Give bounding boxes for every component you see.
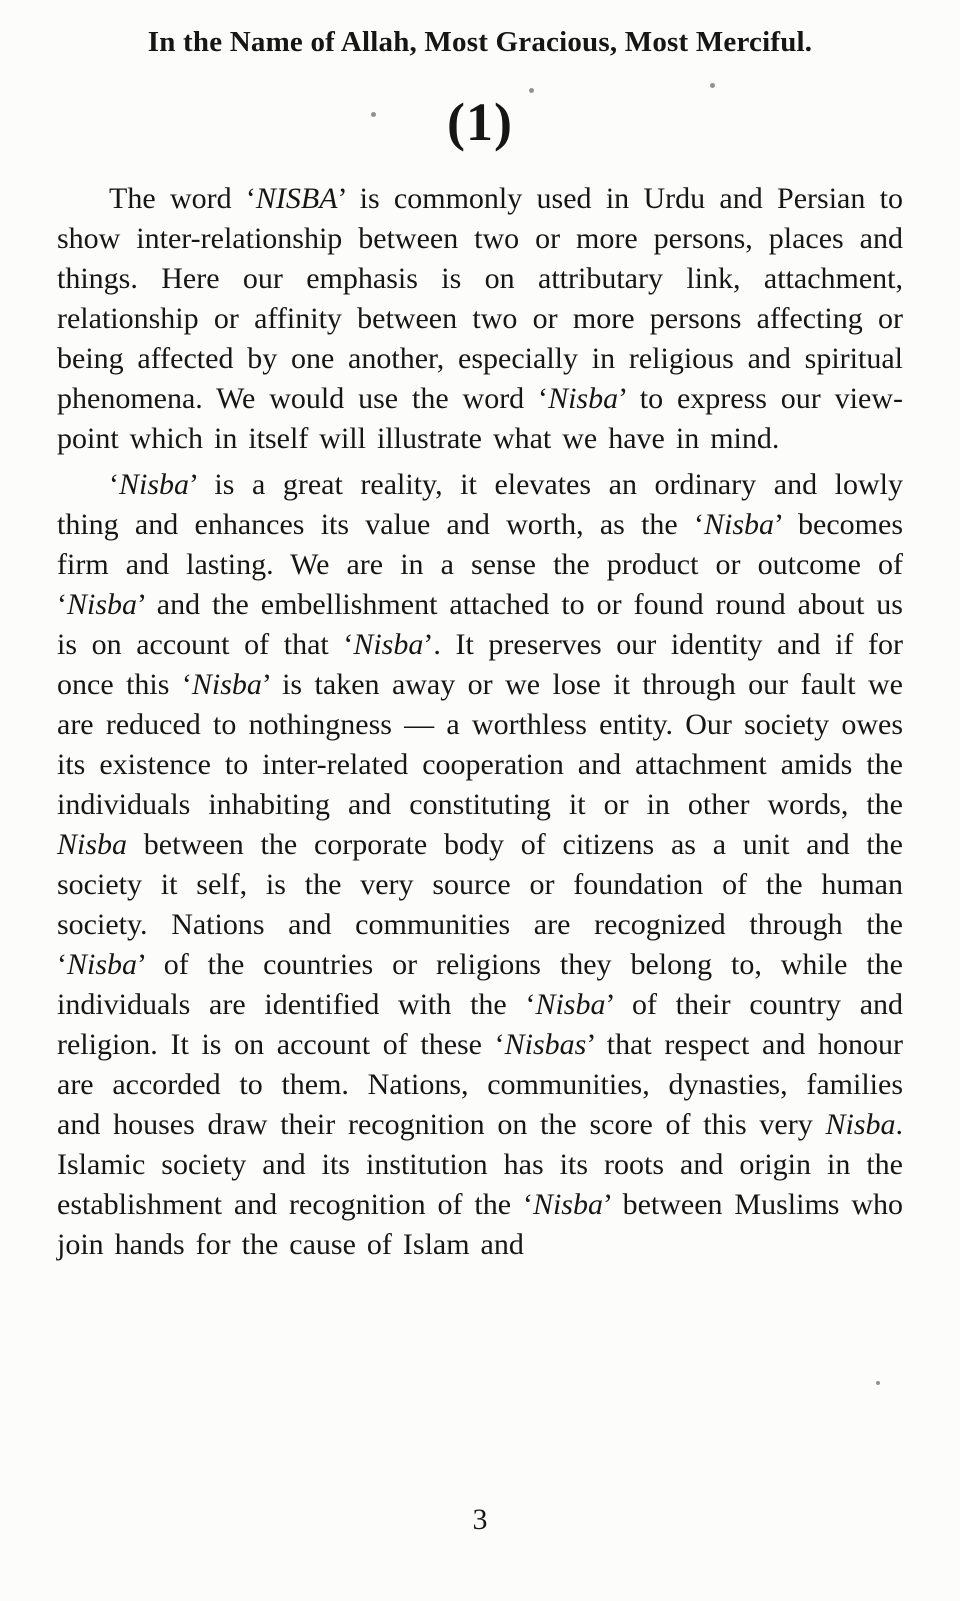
body-text bbox=[0, 179, 960, 1265]
text-segment: ’ is a great reality, it elevates an ordinary and lowly thing and enhances its value and worth, as the ‘ bbox=[57, 468, 903, 541]
scan-speck bbox=[371, 112, 376, 117]
text-segment: ’ and the embellishment attached to or found round about us is on account of that ‘ bbox=[57, 588, 903, 661]
page-number: 3 bbox=[472, 1503, 488, 1536]
text-segment: ’ that respect and honour are accorded to them. Nations, communities, dynasties, families and houses draw their recognition on the score of this very bbox=[57, 1028, 903, 1141]
scan-speck bbox=[529, 88, 534, 93]
text-segment: ’ of their country and religion. It is on account of these ‘ bbox=[57, 988, 904, 1061]
text-segment: between the corporate body of citizens as a unit and the society it self, is the very source or foundation of the human society. Nations and communities are recognized through the ‘ bbox=[57, 828, 903, 981]
paragraph bbox=[57, 179, 903, 459]
italic-text-segment: Nisba bbox=[191, 668, 262, 701]
scan-speck bbox=[876, 1381, 880, 1385]
text-segment: ’ of the countries or religions they belong to, while the individuals are identified with the ‘ bbox=[57, 948, 903, 1021]
italic-text-segment: Nisba bbox=[119, 468, 190, 501]
italic-text-segment: Nisba bbox=[535, 988, 606, 1021]
paragraph bbox=[57, 465, 903, 1265]
italic-text-segment: Nisba bbox=[353, 628, 424, 661]
italic-text-segment: Nisba bbox=[532, 1188, 603, 1221]
italic-text-segment: NISBA bbox=[255, 182, 338, 215]
bismillah-header: In the Name of Allah, Most Gracious, Most Merciful. bbox=[147, 26, 813, 58]
scan-speck bbox=[710, 83, 715, 88]
italic-text-segment: Nisbas bbox=[504, 1028, 587, 1061]
italic-text-segment: Nisba bbox=[67, 948, 138, 981]
text-segment: . Islamic society and its institution has its roots and origin in the establishment and recognition of the ‘ bbox=[57, 1108, 903, 1221]
text-segment: ’ between Muslims who join hands for the cause of Islam and bbox=[57, 1188, 904, 1261]
italic-text-segment: Nisba bbox=[67, 588, 138, 621]
text-segment: ’ is taken away or we lose it through our fault we are reduced to nothingness — a worthless entity. Our society owes its existence to inter-related cooperation and attachment amids the individuals inhabiting and constituting it or in other words, the bbox=[57, 668, 904, 821]
text-segment: ’. It preserves our identity and if for once this ‘ bbox=[57, 628, 904, 701]
italic-text-segment: Nisba bbox=[703, 508, 775, 541]
text-segment: The word ‘ bbox=[109, 182, 256, 215]
text-segment: ’ to express our view-point which in itself will illustrate what we have in mind. bbox=[57, 382, 903, 455]
text-segment: ’ is commonly used in Urdu and Persian to show inter-relationship between two or more persons, places and things. Here our emphasis is on attributary link, attachment, relationship or affinity between two or more persons affecting or being affected by one another, especially in religious and spiritual phenomena. We would use the word ‘ bbox=[57, 182, 903, 415]
text-segment: ‘ bbox=[109, 468, 119, 501]
italic-text-segment: Nisba bbox=[57, 828, 128, 861]
section-number: (1) bbox=[447, 92, 513, 152]
text-segment: ’ becomes firm and lasting. We are in a sense the product or outcome of ‘ bbox=[57, 508, 903, 621]
italic-text-segment: Nisba bbox=[825, 1108, 896, 1141]
italic-text-segment: Nisba bbox=[548, 382, 619, 415]
